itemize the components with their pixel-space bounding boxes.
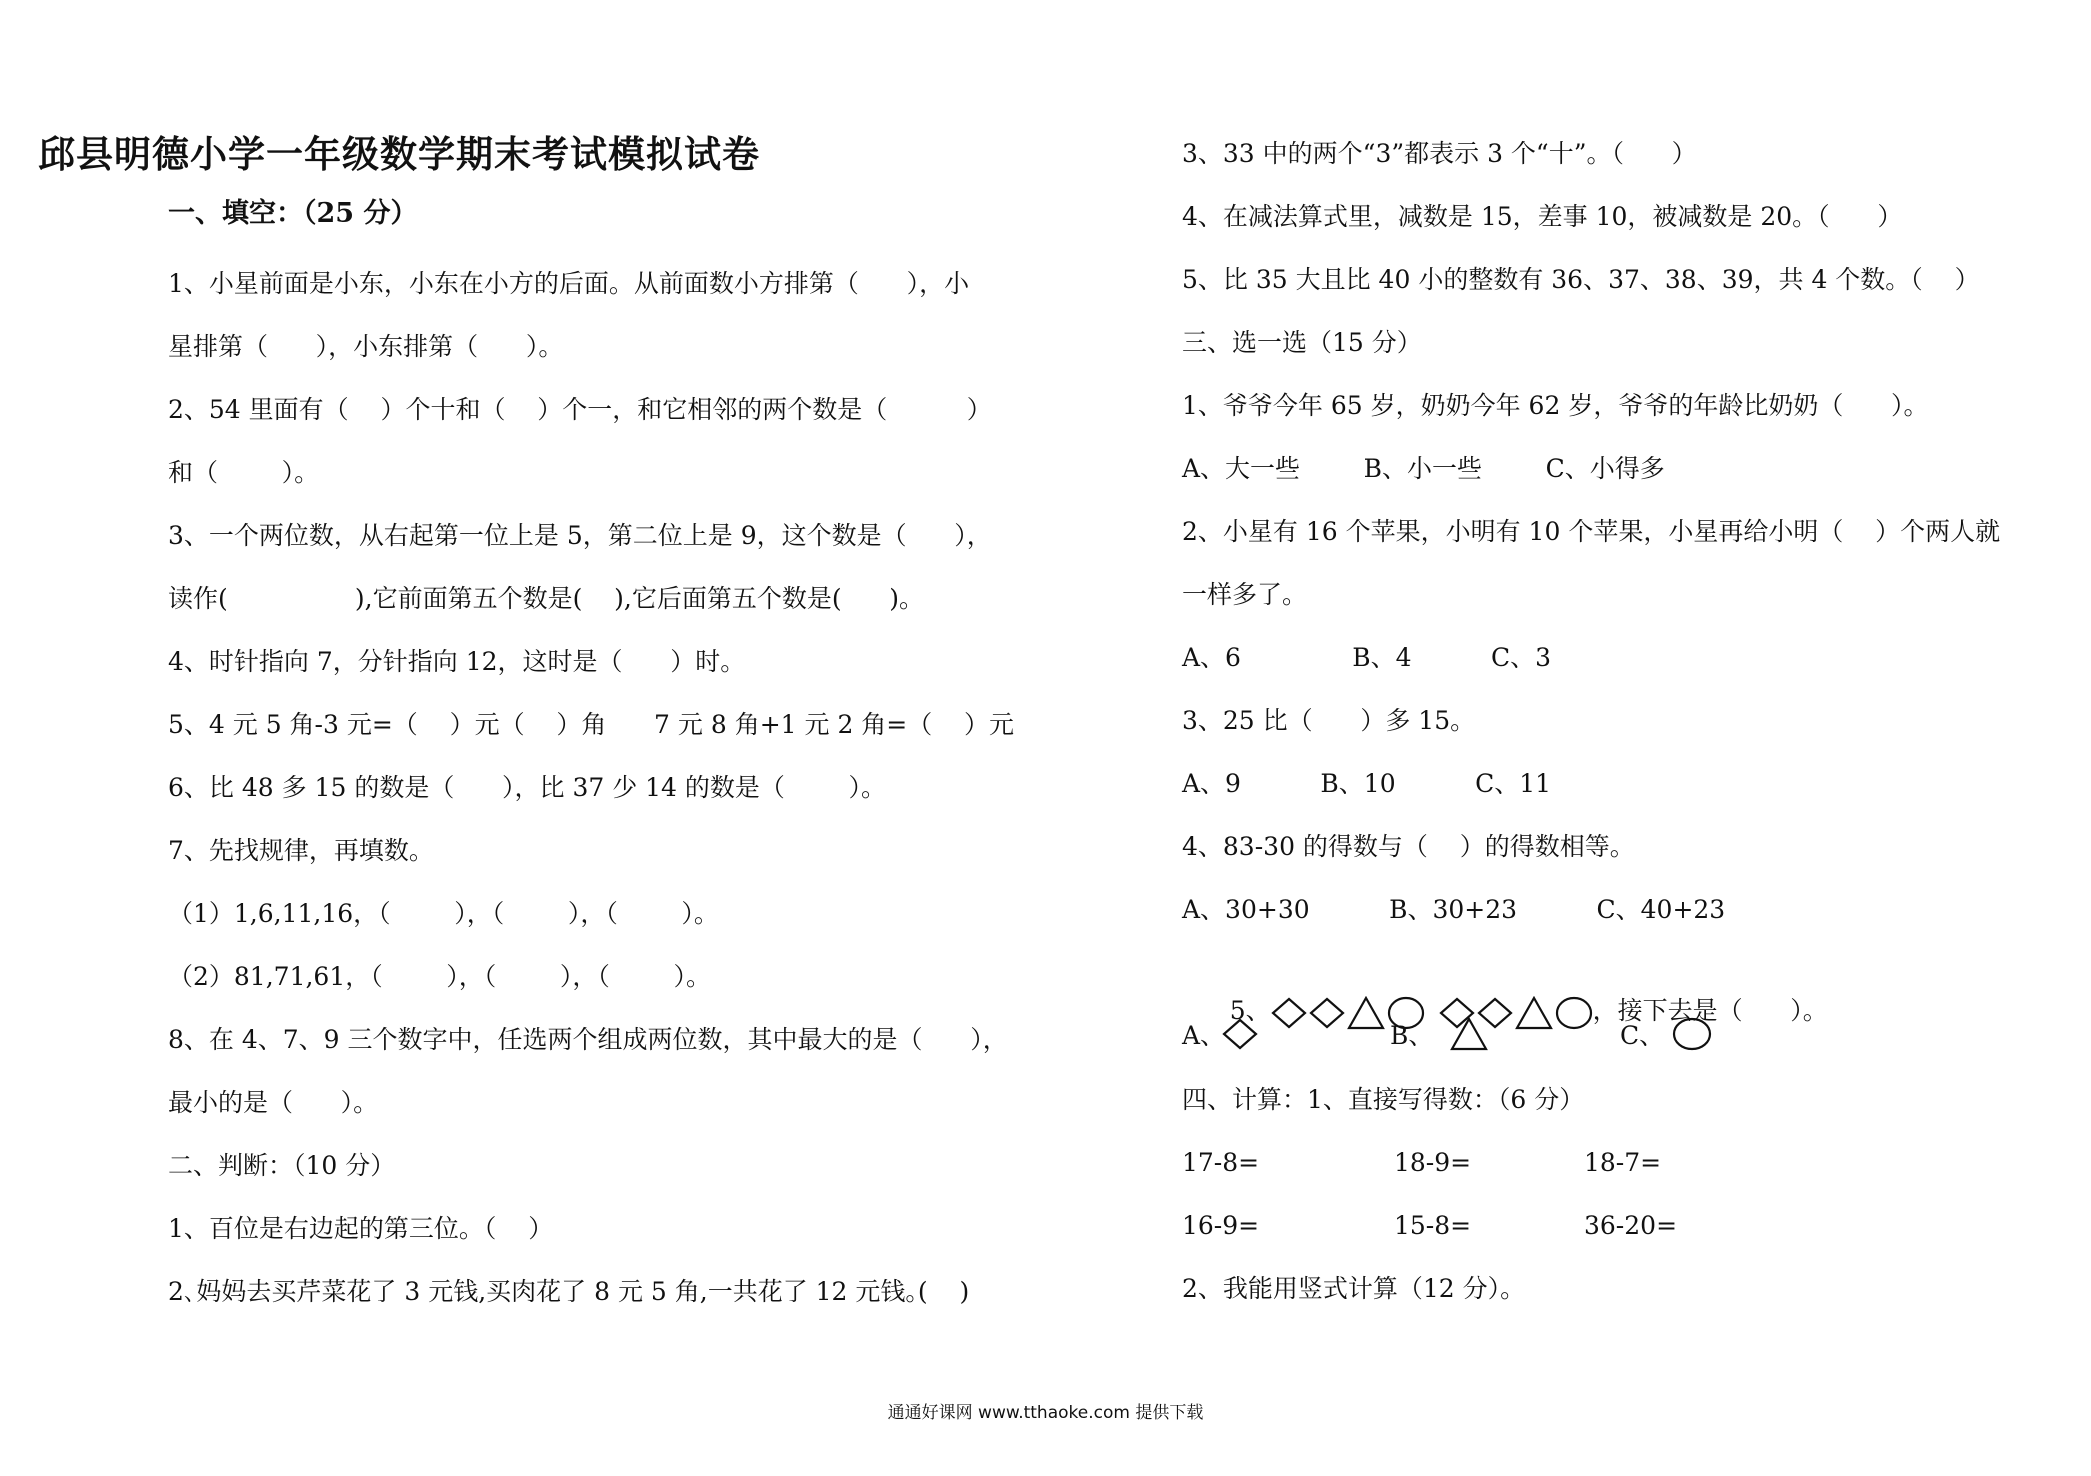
triangle-icon xyxy=(1450,1017,1488,1051)
question-line: 和（ ）。 xyxy=(168,458,320,487)
circle-icon xyxy=(1672,1017,1712,1051)
question-line: 1、小星前面是小东，小东在小方的后面。从前面数小方排第（ ），小 xyxy=(168,269,970,298)
option-a-label: A、 xyxy=(1182,1021,1226,1050)
choice-options: A、30+30 B、30+23 C、40+23 xyxy=(1182,895,1726,924)
question-line: 4、在减法算式里，减数是 15，差事 10，被减数是 20。（ ） xyxy=(1182,202,1903,231)
option-b-label: B、 xyxy=(1390,1021,1434,1050)
shape-options xyxy=(1182,1017,2002,1055)
question-line: 2､妈妈去买芹菜花了 3 元钱,买肉花了 8 元 5 角,一共花了 12 元钱｡( ) xyxy=(168,1277,970,1306)
question-line: （1）1,6,11,16，（ ），（ ），（ ）。 xyxy=(168,899,719,928)
question-line: 星排第（ ），小东排第（ ）。 xyxy=(168,332,564,361)
shape-pattern-question xyxy=(1182,954,1828,1025)
question-line: 2、54 里面有（ ）个十和（ ）个一，和它相邻的两个数是（ ） xyxy=(168,395,992,424)
choice-options: A、大一些 B、小一些 C、小得多 xyxy=(1182,454,1665,483)
question-line: 8、在 4、7、9 三个数字中，任选两个组成两位数，其中最大的是（ ）， xyxy=(168,1025,1008,1054)
calc-item: 15-8= xyxy=(1394,1211,1472,1240)
question-line: 5、比 35 大且比 40 小的整数有 36、37、38、39，共 4 个数。（ ） xyxy=(1182,265,1980,294)
calc-item: 16-9= xyxy=(1182,1211,1260,1240)
diamond-icon xyxy=(1222,1017,1258,1051)
calc-item: 36-20= xyxy=(1584,1211,1678,1240)
calc-item: 18-7= xyxy=(1584,1148,1662,1177)
choice-options: A、6 B、4 C、3 xyxy=(1182,643,1551,672)
question-line: 3、33 中的两个“3”都表示 3 个“十”。（ ） xyxy=(1182,139,1697,168)
question-line: 5、4 元 5 角-3 元=（ ）元（ ）角 7 元 8 角+1 元 2 角=（ ）元 xyxy=(168,710,1015,739)
question-line: 1、百位是右边起的第三位。（ ） xyxy=(168,1214,554,1243)
question-line: 2、小星有 16 个苹果，小明有 10 个苹果，小星再给小明（ ）个两人就 xyxy=(1182,517,2001,546)
question-line: 4、83-30 的得数与（ ）的得数相等。 xyxy=(1182,832,1635,861)
section-calculation-heading: 四、计算：1、直接写得数：（6 分） xyxy=(1182,1085,1585,1114)
question-line: 3、25 比（ ）多 15。 xyxy=(1182,706,1476,735)
question-line: 最小的是（ ）。 xyxy=(168,1088,379,1117)
section-fill-blank-heading: 一、填空：（25 分） xyxy=(168,198,418,229)
question-suffix: ，接下去是（ ）。 xyxy=(1592,996,1828,1025)
question-line: 4、时针指向 7，分针指向 12，这时是（ ）时。 xyxy=(168,647,746,676)
exam-title: 邱县明德小学一年级数学期末考试模拟试卷 xyxy=(38,132,760,176)
calc-row xyxy=(1182,1210,2002,1242)
question-line: 1、爷爷今年 65 岁，奶奶今年 62 岁，爷爷的年龄比奶奶（ ）。 xyxy=(1182,391,1929,420)
choice-options: A、9 B、10 C、11 xyxy=(1182,769,1552,798)
question-number: 5、 xyxy=(1229,996,1271,1025)
calc-item: 18-9= xyxy=(1394,1148,1472,1177)
footer-credit: 通通好课网 www.tthaoke.com 提供下载 xyxy=(887,1403,1204,1423)
question-line: （2）81,71,61，（ ），（ ），（ ）。 xyxy=(168,962,711,991)
question-line: 一样多了。 xyxy=(1182,580,1308,609)
section-choice-heading: 三、选一选（15 分） xyxy=(1182,328,1422,357)
question-line: 3、一个两位数，从右起第一位上是 5，第二位上是 9，这个数是（ ）， xyxy=(168,521,992,550)
question-line: 6、比 48 多 15 的数是（ ），比 37 少 14 的数是（ ）。 xyxy=(168,773,886,802)
calc-item: 17-8= xyxy=(1182,1148,1260,1177)
option-c-label: C、 xyxy=(1620,1021,1665,1050)
question-line: 读作( ),它前面第五个数是( ),它后面第五个数是( )。 xyxy=(168,584,925,613)
question-line: 7、先找规律，再填数。 xyxy=(168,836,434,865)
calc-row xyxy=(1182,1147,2002,1179)
section-judgement-heading: 二、判断：（10 分） xyxy=(168,1151,396,1180)
question-line: 2、我能用竖式计算（12 分）。 xyxy=(1182,1274,1526,1303)
